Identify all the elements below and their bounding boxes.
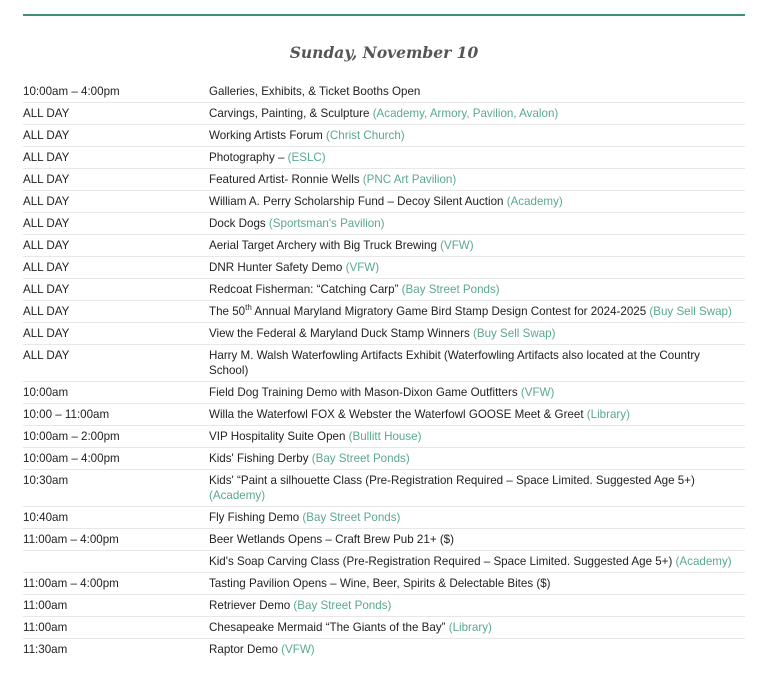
schedule-row xyxy=(23,572,745,594)
event-title: Field Dog Training Demo with Mason-Dixon Game Outfitters xyxy=(209,386,521,399)
event-description xyxy=(209,510,745,525)
event-title: Featured Artist- Ronnie Wells xyxy=(209,173,363,186)
event-description xyxy=(209,282,745,297)
event-time: 11:00am xyxy=(23,621,68,634)
event-time: 10:30am xyxy=(23,474,69,487)
schedule-row xyxy=(23,168,745,190)
event-title: Retriever Demo xyxy=(209,599,294,612)
event-title: Kids' “Paint a silhouette Class (Pre-Registration Required – Space Limited. Suggested Age 5+) xyxy=(209,474,695,487)
schedule-row xyxy=(23,381,745,403)
event-time: ALL DAY xyxy=(23,327,70,340)
event-time: 11:00am xyxy=(23,599,68,612)
schedule-list xyxy=(23,81,745,660)
event-location-link[interactable]: (Academy) xyxy=(209,489,266,502)
event-title-prefix: The 50 xyxy=(209,305,246,318)
event-title: Harry M. Walsh Waterfowling Artifacts Exhibit (Waterfowling Artifacts also located at the Country School) xyxy=(209,349,700,377)
event-description xyxy=(209,598,745,613)
event-location-link[interactable]: (VFW) xyxy=(440,239,474,252)
schedule-row xyxy=(23,550,745,572)
schedule-row xyxy=(23,403,745,425)
event-location-link[interactable]: (Buy Sell Swap) xyxy=(472,327,556,340)
event-title: Photography – xyxy=(209,151,288,164)
event-title: Tasting Pavilion Opens – Wine, Beer, Spirits & Delectable Bites ($) xyxy=(209,577,551,590)
event-time: 10:00am – 2:00pm xyxy=(23,430,120,443)
event-description xyxy=(209,620,745,635)
schedule-row xyxy=(23,528,745,550)
event-time: 11:00am – 4:00pm xyxy=(23,577,119,590)
event-location-link[interactable]: (Academy) xyxy=(675,555,732,568)
event-location-link[interactable]: (Library) xyxy=(586,408,630,421)
schedule-row xyxy=(23,146,745,168)
event-description xyxy=(209,238,745,253)
event-time: ALL DAY xyxy=(23,173,70,186)
event-title: Carvings, Painting, & Sculpture xyxy=(209,107,373,120)
schedule-row xyxy=(23,594,745,616)
schedule-row xyxy=(23,447,745,469)
event-location-link[interactable]: (Bay Street Ponds) xyxy=(311,452,410,465)
event-location-link[interactable]: (PNC Art Pavilion) xyxy=(362,173,457,186)
event-location-link[interactable]: (Bay Street Ponds) xyxy=(401,283,500,296)
event-description xyxy=(209,128,745,143)
schedule-row xyxy=(23,425,745,447)
event-time: 10:00am xyxy=(23,386,69,399)
event-time: ALL DAY xyxy=(23,107,70,120)
event-title: Working Artists Forum xyxy=(209,129,327,142)
event-time: ALL DAY xyxy=(23,151,70,164)
top-divider xyxy=(23,14,745,16)
event-location-link[interactable]: (VFW) xyxy=(281,643,315,656)
event-time: 10:40am xyxy=(23,511,69,524)
event-time: ALL DAY xyxy=(23,239,70,252)
schedule-row xyxy=(23,124,745,146)
schedule-row xyxy=(23,616,745,638)
event-time: 10:00am – 4:00pm xyxy=(23,452,120,465)
event-description xyxy=(209,216,745,231)
event-time: 10:00am – 4:00pm xyxy=(23,85,120,98)
event-description xyxy=(209,260,745,275)
schedule-row xyxy=(23,469,745,506)
event-location-link[interactable]: (Academy) xyxy=(506,195,563,208)
event-title: Kid's Soap Carving Class (Pre-Registration Required – Space Limited. Suggested Age 5+) xyxy=(209,555,676,568)
event-description xyxy=(209,385,745,400)
schedule-row xyxy=(23,102,745,124)
schedule-row xyxy=(23,322,745,344)
event-title: Willa the Waterfowl FOX & Webster the Waterfowl GOOSE Meet & Greet xyxy=(209,408,587,421)
event-location-link[interactable]: (Academy, Armory, Pavilion, Avalon) xyxy=(372,107,559,120)
schedule-row xyxy=(23,300,745,322)
event-location-link[interactable]: (Buy Sell Swap) xyxy=(649,305,732,318)
event-title: View the Federal & Maryland Duck Stamp Winners xyxy=(209,327,473,340)
event-description xyxy=(209,532,745,547)
schedule-row xyxy=(23,234,745,256)
schedule-row xyxy=(23,190,745,212)
event-time: ALL DAY xyxy=(23,261,70,274)
event-description xyxy=(209,576,745,591)
event-time: 10:00 – 11:00am xyxy=(23,408,110,421)
event-location-link[interactable]: (Bullitt House) xyxy=(348,430,422,443)
schedule-row xyxy=(23,278,745,300)
day-heading: Sunday, November 10 xyxy=(289,43,479,62)
event-title: VIP Hospitality Suite Open xyxy=(209,430,349,443)
event-time: ALL DAY xyxy=(23,349,70,362)
event-location-link[interactable]: (Library) xyxy=(448,621,492,634)
event-title: Dock Dogs xyxy=(209,217,269,230)
schedule-row xyxy=(23,212,745,234)
event-location-link[interactable]: (VFW) xyxy=(520,386,555,399)
schedule-row xyxy=(23,81,745,102)
schedule-row xyxy=(23,344,745,381)
event-title: Aerial Target Archery with Big Truck Brewing xyxy=(209,239,441,252)
event-time: 11:30am xyxy=(23,643,68,656)
event-title: Fly Fishing Demo xyxy=(209,511,303,524)
event-description xyxy=(209,554,745,569)
event-location-link[interactable]: (ESLC) xyxy=(287,151,326,164)
event-description xyxy=(209,326,745,341)
schedule-row xyxy=(23,256,745,278)
event-description xyxy=(209,84,745,99)
event-time: 11:00am – 4:00pm xyxy=(23,533,119,546)
event-title: Annual Maryland Migratory Game Bird Stamp Design Contest for 2024-2025 xyxy=(251,305,650,318)
event-title: William A. Perry Scholarship Fund – Decoy Silent Auction xyxy=(209,195,507,208)
event-description xyxy=(209,106,745,121)
event-description xyxy=(209,473,745,503)
event-title: Galleries, Exhibits, & Ticket Booths Open xyxy=(209,85,421,98)
event-description xyxy=(209,172,745,187)
event-description xyxy=(209,194,745,209)
event-description xyxy=(209,451,745,466)
event-time: ALL DAY xyxy=(23,217,70,230)
event-time: ALL DAY xyxy=(23,195,70,208)
event-title: Chesapeake Mermaid “The Giants of the Bay” xyxy=(209,621,449,634)
event-time: ALL DAY xyxy=(23,305,70,318)
event-description xyxy=(209,407,745,422)
event-description xyxy=(209,304,745,319)
event-title: DNR Hunter Safety Demo xyxy=(209,261,346,274)
event-description xyxy=(209,348,745,378)
event-location-link[interactable]: (Bay Street Ponds) xyxy=(293,599,392,612)
event-title: Redcoat Fisherman: “Catching Carp” xyxy=(209,283,402,296)
event-description xyxy=(209,429,745,444)
event-title: Kids' Fishing Derby xyxy=(209,452,312,465)
event-title: Raptor Demo xyxy=(209,643,282,656)
event-location-link[interactable]: (Sportsman's Pavilion) xyxy=(268,217,385,230)
event-description xyxy=(209,150,745,165)
ordinal-suffix: th xyxy=(245,303,252,313)
event-location-link[interactable]: (VFW) xyxy=(345,261,380,274)
event-location-link[interactable]: (Christ Church) xyxy=(326,129,405,142)
schedule-row xyxy=(23,506,745,528)
event-location-link[interactable]: (Bay Street Ponds) xyxy=(302,511,401,524)
schedule-row xyxy=(23,638,745,660)
event-description xyxy=(209,642,745,657)
event-time: ALL DAY xyxy=(23,129,70,142)
event-time: ALL DAY xyxy=(23,283,70,296)
event-title: Beer Wetlands Opens – Craft Brew Pub 21+ ($) xyxy=(209,533,454,546)
